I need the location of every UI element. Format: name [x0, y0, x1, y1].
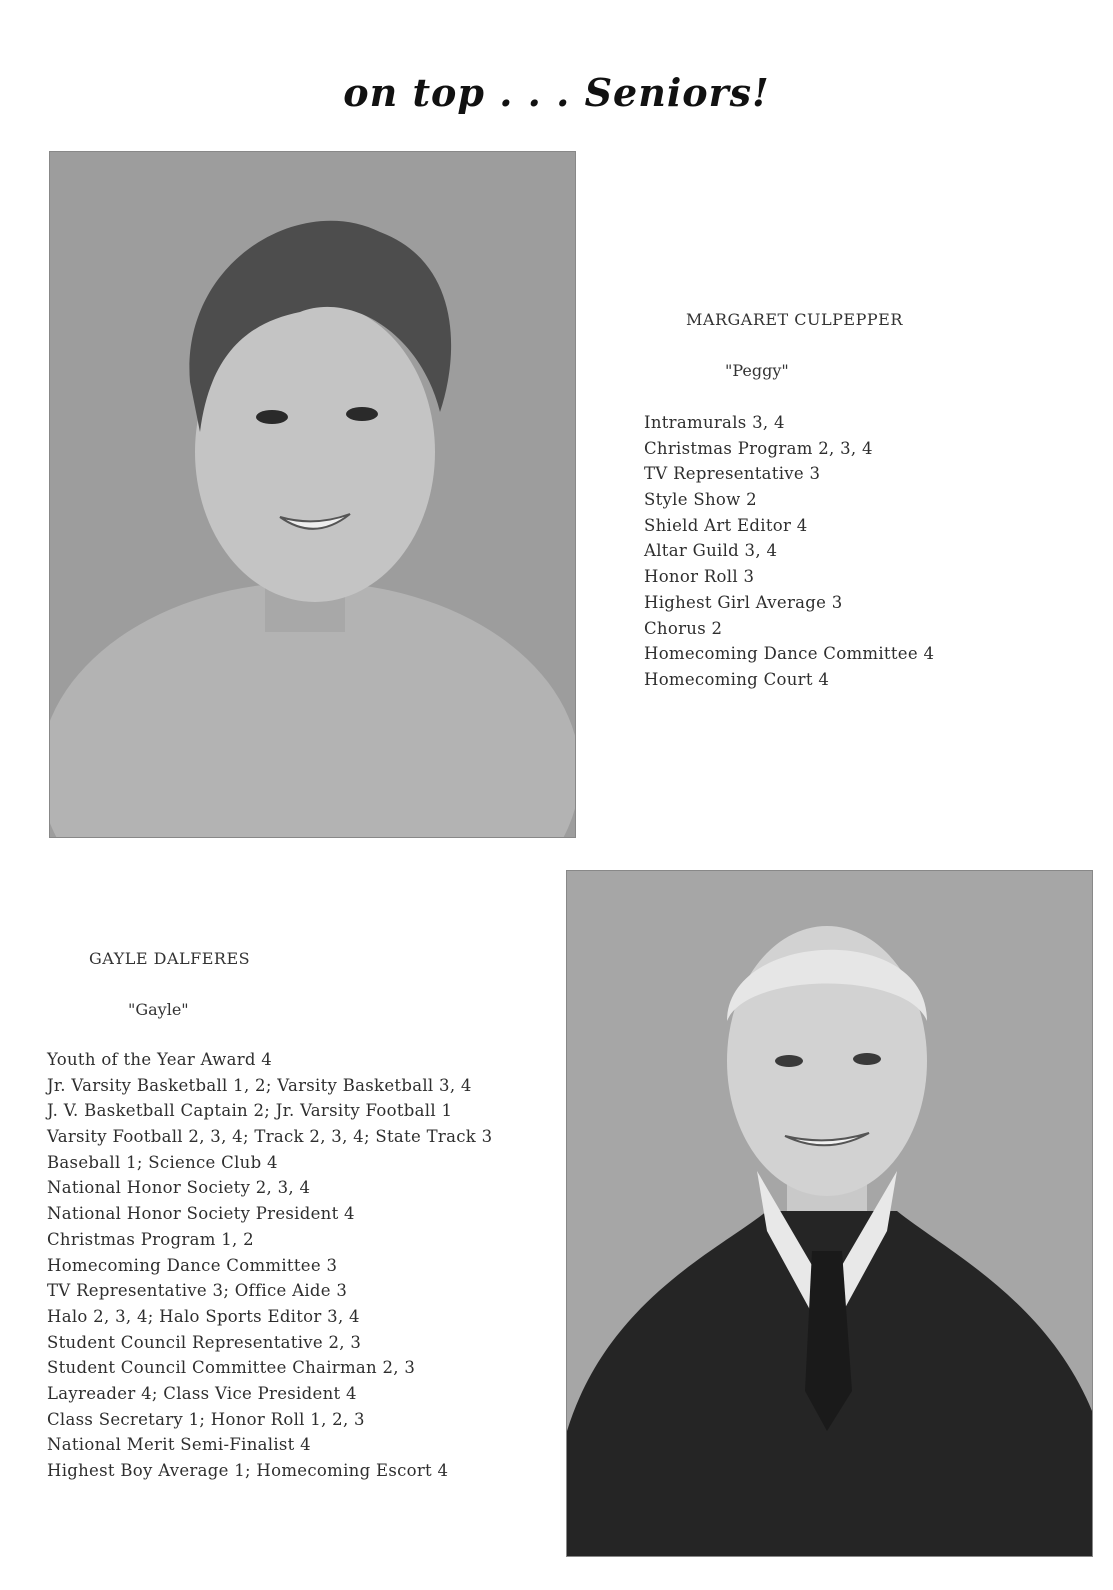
list-item: Youth of the Year Award 4: [47, 1050, 273, 1069]
list-item: Class Secretary 1; Honor Roll 1, 2, 3: [47, 1409, 365, 1429]
list-item: Homecoming Court 4: [644, 669, 830, 689]
list-item: Homecoming Dance Committee 3: [47, 1255, 338, 1275]
list-item: Halo 2, 3, 4; Halo Sports Editor 3, 4: [47, 1306, 360, 1326]
list-item: Christmas Program 1, 2: [47, 1229, 254, 1249]
list-item: Altar Guild 3, 4: [644, 541, 778, 561]
list-item: J. V. Basketball Captain 2; Jr. Varsity Football 1: [47, 1101, 453, 1121]
list-item: National Honor Society President 4: [47, 1204, 355, 1224]
list-item: Chorus 2: [644, 618, 723, 638]
senior-portrait-photo: [566, 870, 1093, 1557]
list-item: Layreader 4; Class Vice President 4: [47, 1383, 357, 1403]
list-item: TV Representative 3; Office Aide 3: [47, 1281, 348, 1301]
page-title: on top . . . Seniors!: [343, 70, 770, 115]
list-item: Student Council Committee Chairman 2, 3: [47, 1358, 416, 1378]
list-item: Homecoming Dance Committee 4: [644, 644, 935, 664]
list-item: National Honor Society 2, 3, 4: [47, 1178, 311, 1198]
list-item: Shield Art Editor 4: [644, 515, 808, 535]
list-item: Varsity Football 2, 3, 4; Track 2, 3, 4; State Track 3: [47, 1127, 493, 1147]
list-item: Honor Roll 3: [644, 567, 755, 587]
list-item: National Merit Semi-Finalist 4: [47, 1435, 311, 1455]
senior-nickname: "Peggy": [725, 361, 789, 380]
senior-nickname: "Gayle": [128, 1000, 189, 1019]
senior-portrait-photo: [49, 151, 576, 838]
list-item: Student Council Representative 2, 3: [47, 1332, 362, 1352]
list-item: Baseball 1; Science Club 4: [47, 1152, 278, 1172]
senior-name: GAYLE DALFERES: [89, 949, 251, 968]
list-item: TV Representative 3: [644, 464, 821, 484]
list-item: Jr. Varsity Basketball 1, 2; Varsity Basketball 3, 4: [47, 1075, 472, 1095]
list-item: Highest Boy Average 1; Homecoming Escort 4: [47, 1461, 449, 1480]
list-item: Intramurals 3, 4: [644, 413, 785, 432]
activities-list: [644, 410, 934, 693]
senior-name: MARGARET CULPEPPER: [686, 310, 903, 329]
list-item: Highest Girl Average 3: [644, 592, 843, 612]
list-item: Style Show 2: [644, 490, 757, 510]
activities-list: [47, 1047, 492, 1484]
list-item: Christmas Program 2, 3, 4: [644, 438, 873, 458]
